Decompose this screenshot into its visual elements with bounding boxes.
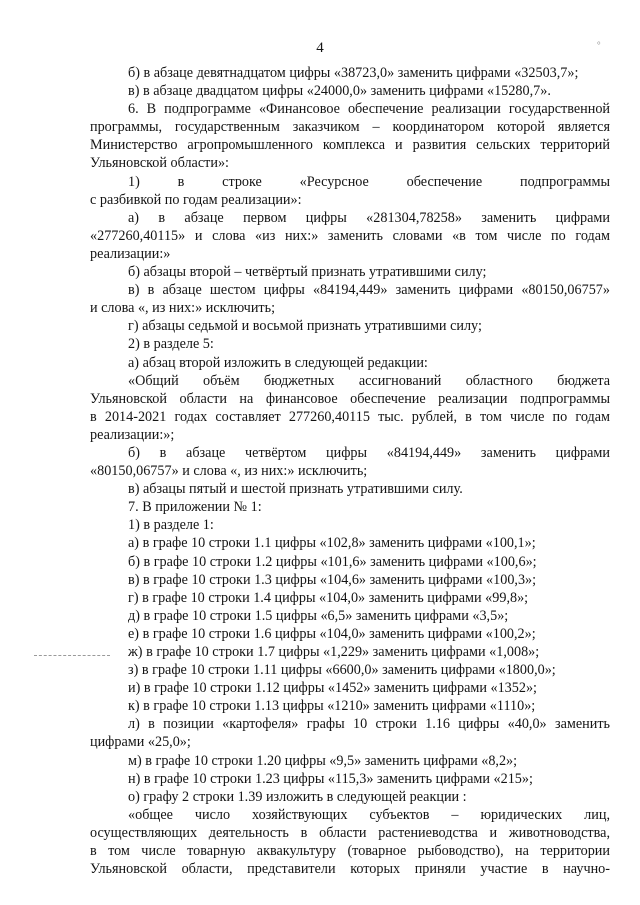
text-line: 1) в строке «Ресурсное обеспечение подпрограммы (128, 173, 610, 190)
text-line: реализации:»; (90, 426, 175, 443)
text-line: г) абзацы седьмой и восьмой признать утратившими силу; (128, 318, 482, 335)
text-line: «Общий объём бюджетных ассигнований областного бюджета (128, 372, 610, 389)
text-line: 7. В приложении № 1: (128, 499, 262, 516)
text-line: д) в графе 10 строки 1.5 цифры «6,5» заменить цифрами «3,5»; (128, 607, 509, 624)
text-line: цифрами «25,0»; (90, 734, 191, 751)
text-line: 2) в разделе 5: (128, 336, 214, 353)
text-line: б) в абзаце четвёртом цифры «84194,449» заменить цифрами (128, 444, 610, 461)
text-line: «общее число хозяйствующих субъектов – юридических лиц, (128, 806, 610, 823)
text-line: е) в графе 10 строки 1.6 цифры «104,0» заменить цифрами «100,2»; (128, 625, 536, 642)
text-line: и) в графе 10 строки 1.12 цифры «1452» заменить цифрами «1352»; (128, 680, 537, 697)
text-line: а) абзац второй изложить в следующей редакции: (128, 354, 428, 371)
text-line: н) в графе 10 строки 1.23 цифры «115,3» заменить цифрами «215»; (128, 770, 533, 787)
text-line: з) в графе 10 строки 1.11 цифры «6600,0» заменить цифрами «1800,0»; (128, 662, 556, 679)
text-line: ж) в графе 10 строки 1.7 цифры «1,229» заменить цифрами «1,008»; (128, 644, 540, 660)
text-line: реализации:» (90, 245, 171, 262)
document-body (90, 64, 610, 878)
text-line: л) в позиции «картофеля» графы 10 строки 1.16 цифры «40,0» заменить (128, 716, 610, 733)
text-line: в) в абзаце шестом цифры «84194,449» заменить цифрами «80150,06757» (128, 282, 610, 299)
text-line: а) в графе 10 строки 1.1 цифры «102,8» заменить цифрами «100,1»; (128, 535, 536, 552)
text-line: с разбивкой по годам реализации»: (90, 191, 302, 208)
text-line: в) в абзаце двадцатом цифры «24000,0» заменить цифрами «15280,7». (128, 83, 551, 100)
text-line: в 2014-2021 годах составляет 277260,40115 тыс. рублей, в том числе по годам (90, 408, 610, 425)
text-line: программы, государственным заказчиком – координатором которой является (90, 119, 610, 136)
text-line: б) в графе 10 строки 1.2 цифры «101,6» заменить цифрами «100,6»; (128, 553, 537, 570)
text-line: к) в графе 10 строки 1.13 цифры «1210» заменить цифрами «1110»; (128, 698, 536, 715)
page-number: 4 (316, 40, 324, 56)
text-line: осуществляющих деятельность в области растениеводства и животноводства, (90, 824, 610, 841)
text-line: «80150,06757» и слова «, из них:» исключить; (90, 463, 368, 480)
text-line: Ульяновской области, представители которых приняли участие в научно- (90, 861, 610, 878)
text-line: а) в абзаце первом цифры «281304,78258» заменить цифрами (128, 209, 610, 226)
text-line: 6. В подпрограмме «Финансовое обеспечение реализации государственной (128, 101, 610, 118)
scan-mark: ° (597, 40, 601, 50)
text-line: в) абзацы пятый и шестой признать утратившими силу. (128, 481, 463, 498)
text-line: м) в графе 10 строки 1.20 цифры «9,5» заменить цифрами «8,2»; (128, 752, 518, 769)
text-line: о) графу 2 строки 1.39 изложить в следующей реакции : (128, 788, 467, 805)
text-line: Министерство агропромышленного комплекса и развития сельских территорий (90, 137, 610, 154)
text-line: Ульяновской области на финансовое обеспечение реализации подпрограммы (90, 390, 610, 407)
text-line: б) абзацы второй – четвёртый признать утратившими силу; (128, 264, 487, 281)
text-line: б) в абзаце девятнадцатом цифры «38723,0» заменить цифрами «32503,7»; (128, 65, 579, 81)
text-line: и слова «, из них:» исключить; (90, 300, 276, 317)
text-line: г) в графе 10 строки 1.4 цифры «104,0» заменить цифрами «99,8»; (128, 589, 529, 606)
text-line: 1) в разделе 1: (128, 517, 214, 534)
text-line: Ульяновской области»: (90, 155, 229, 172)
text-line: «277260,40115» и слова «из них:» заменить словами «в том числе по годам (90, 227, 610, 244)
text-line: в) в графе 10 строки 1.3 цифры «104,6» заменить цифрами «100,3»; (128, 571, 537, 588)
text-line: в том числе товарную аквакультуру (товарное рыбоводство), на территории (90, 843, 610, 860)
